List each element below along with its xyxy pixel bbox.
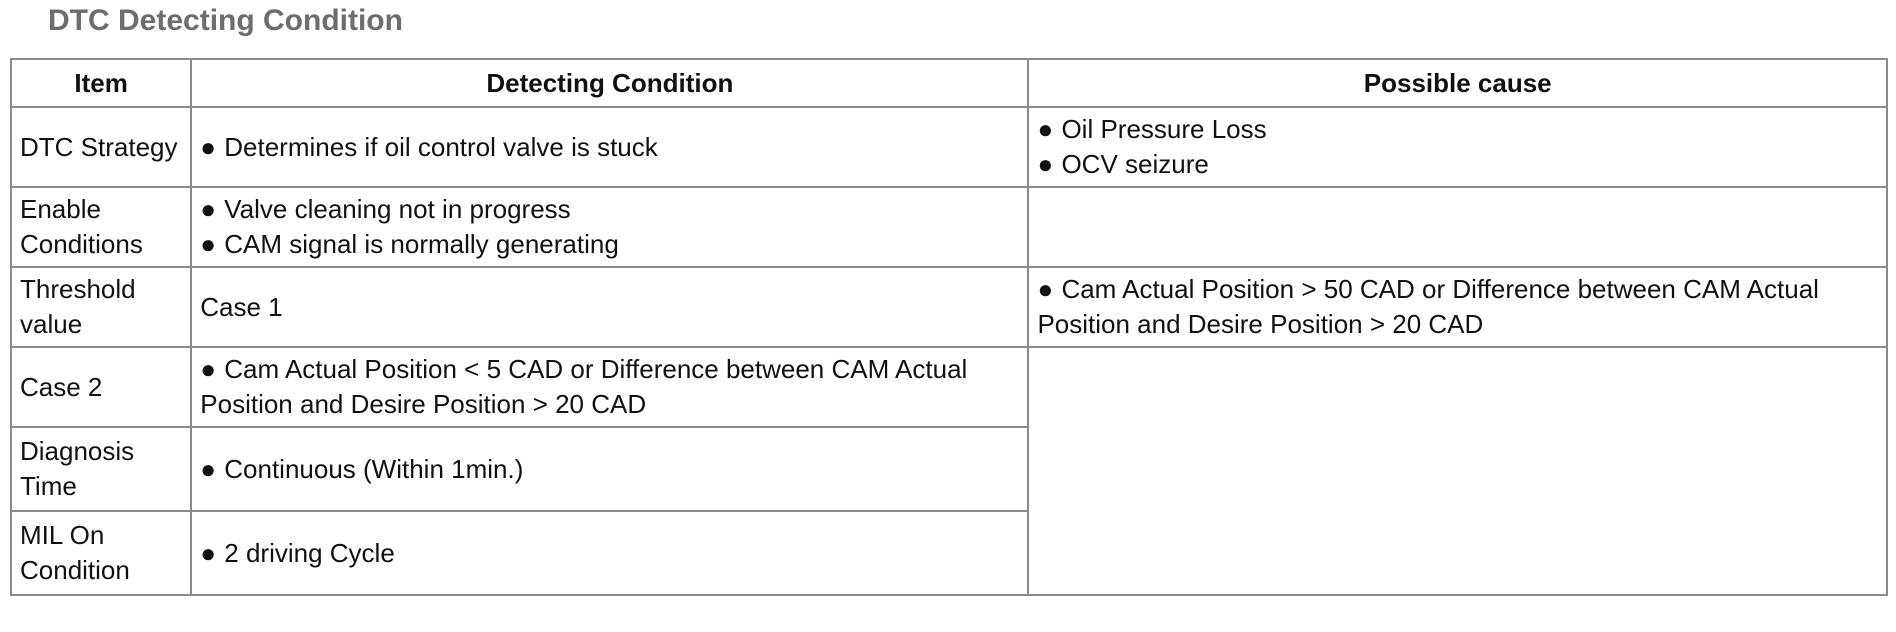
item-cell: Case 2	[11, 347, 191, 427]
cause-cell	[1028, 187, 1887, 267]
bullet-icon: ●	[200, 131, 216, 162]
table-row	[11, 187, 1887, 267]
item-cell: Threshold value	[11, 267, 191, 347]
detecting-cell: ● Cam Actual Position < 5 CAD or Difference between CAM Actual Position and Desire Position > 20 CAD	[191, 347, 1028, 427]
item-cell: MIL On Condition	[11, 511, 191, 595]
item-cell: Diagnosis Time	[11, 427, 191, 511]
table-row	[11, 107, 1887, 187]
cause-cell: ● Oil Pressure Loss ● OCV seizure	[1028, 107, 1887, 187]
bullet-icon: ●	[200, 537, 216, 568]
bullet-icon: ●	[200, 453, 216, 484]
table-row	[11, 267, 1887, 347]
dtc-condition-table	[10, 58, 1888, 596]
detecting-cell: ● Continuous (Within 1min.)	[191, 427, 1028, 511]
header-item: Item	[11, 59, 191, 107]
cause-cell-merged	[1028, 347, 1887, 595]
bullet-icon: ●	[200, 229, 216, 259]
header-possible-cause: Possible cause	[1028, 59, 1887, 107]
bullet-icon: ●	[1037, 114, 1054, 144]
bullet-icon: ●	[1037, 149, 1054, 179]
header-detecting-condition: Detecting Condition	[191, 59, 1028, 107]
detecting-cell: ● Determines if oil control valve is stuck	[191, 107, 1028, 187]
bullet-icon: ●	[200, 194, 216, 224]
detecting-cell: Case 1	[191, 267, 1028, 347]
table-row	[11, 347, 1887, 427]
detecting-cell: ● Valve cleaning not in progress ● CAM signal is normally generating	[191, 187, 1028, 267]
section-title: DTC Detecting Condition	[48, 4, 403, 37]
bullet-icon: ●	[1037, 274, 1054, 304]
detecting-cell: ● 2 driving Cycle	[191, 511, 1028, 595]
table-header-row	[11, 59, 1887, 107]
item-cell: Enable Conditions	[11, 187, 191, 267]
cause-cell: ● Cam Actual Position > 50 CAD or Difference between CAM Actual Position and Desire Position > 20 CAD	[1028, 267, 1887, 347]
bullet-icon: ●	[200, 354, 216, 384]
item-cell: DTC Strategy	[11, 107, 191, 187]
